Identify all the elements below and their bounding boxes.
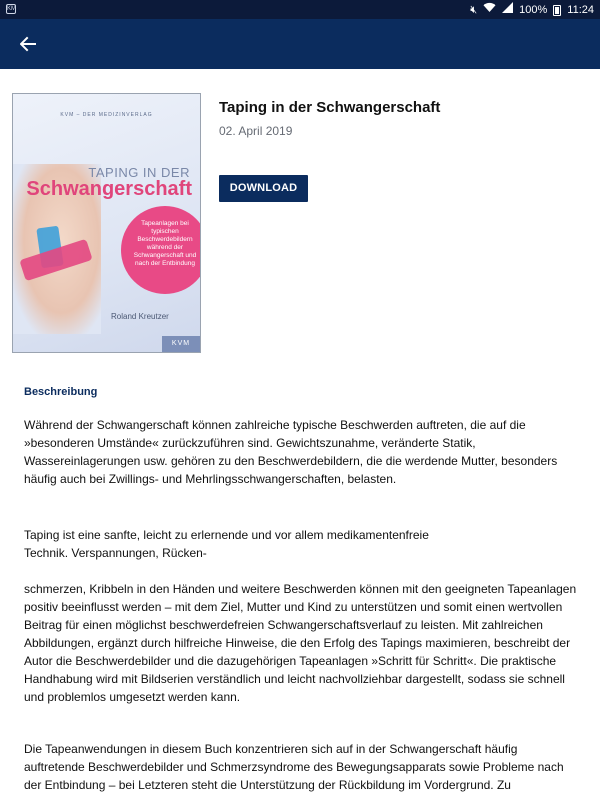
book-title: Taping in der Schwangerschaft <box>219 99 441 116</box>
description-paragraph: schmerzen, Kribbeln in den Händen und weitere Beschwerden können mit den geeigneten Tapeanlagen positiv beeinflusst werden – mit dem Ziel, Mutter und Kind zu unterstützen und somit einen wertvollen Beitrag für einen möglichst beschwerdefreien Schwangerschaftsverlauf zu leisten. Mit zahlreichen Abbildungen, ergänzt durch hilfreiche Hinweise, die den Erfolg des Tapings maximieren, beschreibt der Autor die Beschwerdebilder und die dazugehörigen Tapeanlagen »Schritt für Schritt«. Die praktische Handhabung wird mit Bildserien verständlich und leicht nachvollziehbar dargestellt, sodass sie schnell und problemlos umgesetzt werden kann. <box>24 582 577 704</box>
clock: 11:24 <box>567 3 594 16</box>
cover-logo: KVM <box>162 336 200 352</box>
status-bar <box>0 0 600 19</box>
description-paragraph: Taping ist eine sanfte, leicht zu erlernende und vor allem medikamentenfreie Technik. Verspannungen, Rücken- <box>24 528 429 560</box>
wifi-icon <box>483 2 496 18</box>
battery-percent: 100% <box>519 3 548 16</box>
app-notification-icon: KM <box>7 6 16 12</box>
cover-author: Roland Kreutzer <box>111 312 169 321</box>
cover-title-line1: TAPING IN DER <box>88 165 190 180</box>
download-button[interactable]: DOWNLOAD <box>219 175 308 202</box>
book-date: 02. April 2019 <box>219 124 293 138</box>
battery-icon <box>553 5 561 16</box>
description-paragraph: Die Tapeanwendungen in diesem Buch konzentrieren sich auf in der Schwangerschaft häufig auftretende Beschwerdebilder und Schmerzsyndrome des Bewegungsapparats sowie Probleme nach der Entbindung – bei Letzteren steht die Unterstützung der Rückbildung im Vordergrund. Zu <box>24 742 564 792</box>
description-heading: Beschreibung <box>24 386 98 398</box>
cover-bubble: Tapeanlagen bei typischen Beschwerdebildern während der Schwangerschaft und nach der Entbindung <box>121 206 201 294</box>
back-button[interactable] <box>14 30 42 58</box>
description-paragraph: Während der Schwangerschaft können zahlreiche typische Beschwerden auftreten, die auf die »besonderen Umstände« zurückzuführen sind. Gewichtszunahme, veränderte Statik, Wassereinlagerungen usw. gehören zu den Beschwerdebildern, die die werdende Mutter, besonders häufig auch bei Zwillings- und Mehrlingsschwangerschaften, belasten. <box>24 418 558 486</box>
mute-icon: 🔇︎ <box>470 3 478 16</box>
status-icons <box>470 2 594 18</box>
signal-icon <box>502 2 513 18</box>
cover-title-line2: Schwangerschaft <box>26 178 192 200</box>
cover-publisher: KVM – DER MEDIZINVERLAG <box>60 112 153 118</box>
book-cover-image <box>12 93 201 353</box>
app-bar <box>0 19 600 69</box>
arrow-left-icon <box>20 36 36 52</box>
